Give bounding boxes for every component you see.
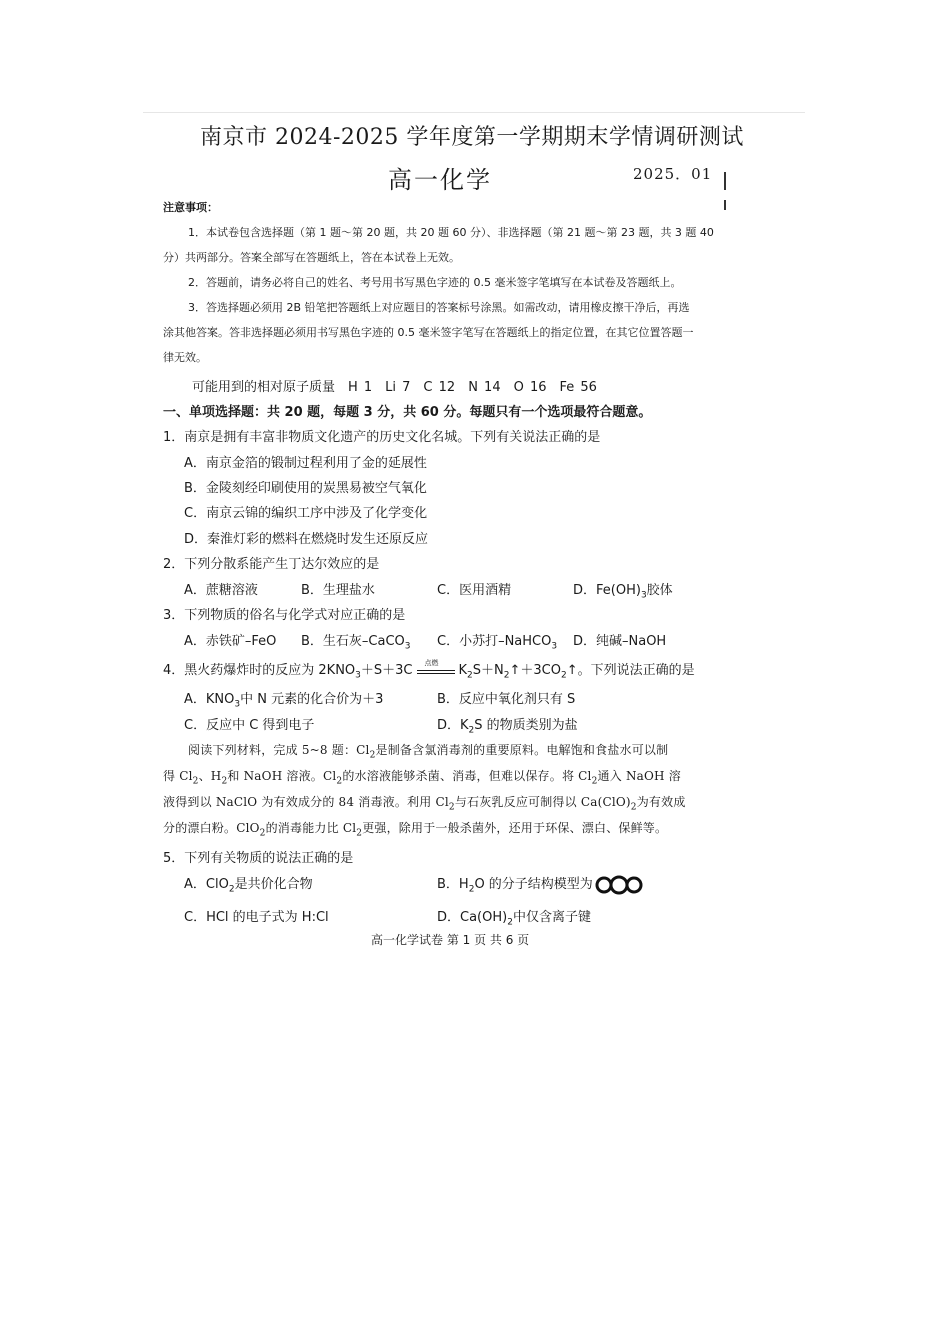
question-3-stem: 3．下列物质的俗名与化学式对应正确的是 bbox=[163, 608, 406, 623]
notice-line: 涂其他答案。答非选择题必须用书写黑色字迹的 0.5 毫米签字笔写在答题纸上的指定位置，在其它位置答题一 bbox=[163, 326, 694, 339]
notice-line: 分）共两部分。答案全部写在答题纸上，答在本试卷上无效。 bbox=[163, 251, 460, 264]
scan-edge-mark bbox=[724, 172, 726, 190]
question-4-option-a: A．$KNO_3$中 N 元素的化合价为＋3 bbox=[184, 692, 384, 710]
subject-title: 高一化学 bbox=[388, 166, 492, 194]
question-3-option-d: D．纯碱–NaOH bbox=[573, 634, 667, 649]
question-3-option-a: A．赤铁矿–FeO bbox=[184, 634, 277, 649]
reading-material-line: 得 $Cl_2$、$H_2$和 NaOH 溶液。$Cl_2$的水溶液能够杀菌、消毒，但难以保存。将 $Cl_2$通入 NaOH 溶 bbox=[163, 769, 681, 787]
reading-material-line: 阅读下列材料，完成 5~8 题：$Cl_2$是制备含氯消毒剂的重要原料。电解饱和食盐水可以制 bbox=[188, 743, 669, 761]
question-1-option-c: C．南京云锦的编织工序中涉及了化学变化 bbox=[184, 506, 428, 521]
question-4-stem: 4．黑火药爆炸时的反应为 $2KNO_3+S+3C$ 点燃 $K_2S+N_2↑+3CO_2↑$。下列说法正确的是 bbox=[163, 658, 695, 681]
water-molecule-model-icon bbox=[595, 875, 643, 895]
question-2-option-c: C．医用酒精 bbox=[437, 583, 512, 598]
notice-heading: 注意事项： bbox=[163, 201, 218, 214]
page-footer: 高一化学试卷 第 1 页 共 6 页 bbox=[371, 933, 530, 947]
scan-edge-mark bbox=[724, 200, 726, 210]
question-5-stem: 5．下列有关物质的说法正确的是 bbox=[163, 851, 354, 866]
question-1-option-d: D．秦淮灯彩的燃料在燃烧时发生还原反应 bbox=[184, 532, 429, 547]
question-5-option-b: B．$H_2O$ 的分子结构模型为 bbox=[437, 873, 643, 895]
notice-line: 3．答选择题必须用 2B 铅笔把答题纸上对应题目的答案标号涂黑。如需改动，请用橡皮擦干净后，再选 bbox=[188, 301, 690, 314]
question-5-option-c: C．HCl 的电子式为 H:Cl bbox=[184, 910, 329, 925]
question-5-option-d: D．$Ca(OH)_2$中仅含离子键 bbox=[437, 910, 591, 928]
question-3-option-c: C．小苏打–NaHCO$_3$ bbox=[437, 634, 558, 652]
question-2-option-d: D．$Fe(OH)_3$胶体 bbox=[573, 583, 673, 601]
question-2-stem: 2．下列分散系能产生丁达尔效应的是 bbox=[163, 557, 380, 572]
question-4-option-d: D．$K_2S$ 的物质类别为盐 bbox=[437, 718, 578, 736]
notice-line: 2．答题前，请务必将自己的姓名、考号用书写黑色字迹的 0.5 毫米签字笔填写在本试卷及答题纸上。 bbox=[188, 276, 682, 289]
notice-line: 律无效。 bbox=[163, 351, 207, 364]
exam-date: 2025．01 bbox=[633, 165, 713, 183]
question-1-option-b: B．金陵刻经印刷使用的炭黑易被空气氧化 bbox=[184, 481, 427, 496]
question-1-option-a: A．南京金箔的锻制过程利用了金的延展性 bbox=[184, 456, 427, 471]
atomic-masses: 可能用到的相对原子质量 H 1 Li 7 C 12 N 14 O 16 Fe 56 bbox=[192, 380, 597, 395]
question-3-option-b: B．生石灰–CaCO$_3$ bbox=[301, 634, 411, 652]
reading-material-line: 液得到以 NaClO 为有效成分的 84 消毒液。利用 $Cl_2$与石灰乳反应可制得以 $Ca(ClO)_2$为有效成 bbox=[163, 795, 686, 813]
question-5-option-a: A．ClO$_2$是共价化合物 bbox=[184, 877, 313, 895]
question-4-option-c: C．反应中 C 得到电子 bbox=[184, 718, 315, 733]
reaction-condition-arrow: 点燃 bbox=[417, 664, 455, 678]
reading-material-line: 分的漂白粉。ClO$_2$的消毒能力比 $Cl_2$更强，除用于一般杀菌外，还用于环保、漂白、保鲜等。 bbox=[163, 821, 668, 839]
exam-title: 南京市 2024-2025 学年度第一学期期末学情调研测试 bbox=[200, 125, 744, 150]
question-1-stem: 1．南京是拥有丰富非物质文化遗产的历史文化名城。下列有关说法正确的是 bbox=[163, 430, 601, 445]
question-2-option-b: B．生理盐水 bbox=[301, 583, 375, 598]
section-heading: 一、单项选择题：共 20 题，每题 3 分，共 60 分。每题只有一个选项最符合题意。 bbox=[163, 405, 652, 420]
question-4-option-b: B．反应中氧化剂只有 S bbox=[437, 692, 576, 707]
scan-edge-line bbox=[143, 112, 805, 113]
notice-line: 1．本试卷包含选择题（第 1 题～第 20 题，共 20 题 60 分）、非选择题（第 21 题～第 23 题，共 3 题 40 bbox=[188, 226, 714, 239]
question-2-option-a: A．蔗糖溶液 bbox=[184, 583, 258, 598]
